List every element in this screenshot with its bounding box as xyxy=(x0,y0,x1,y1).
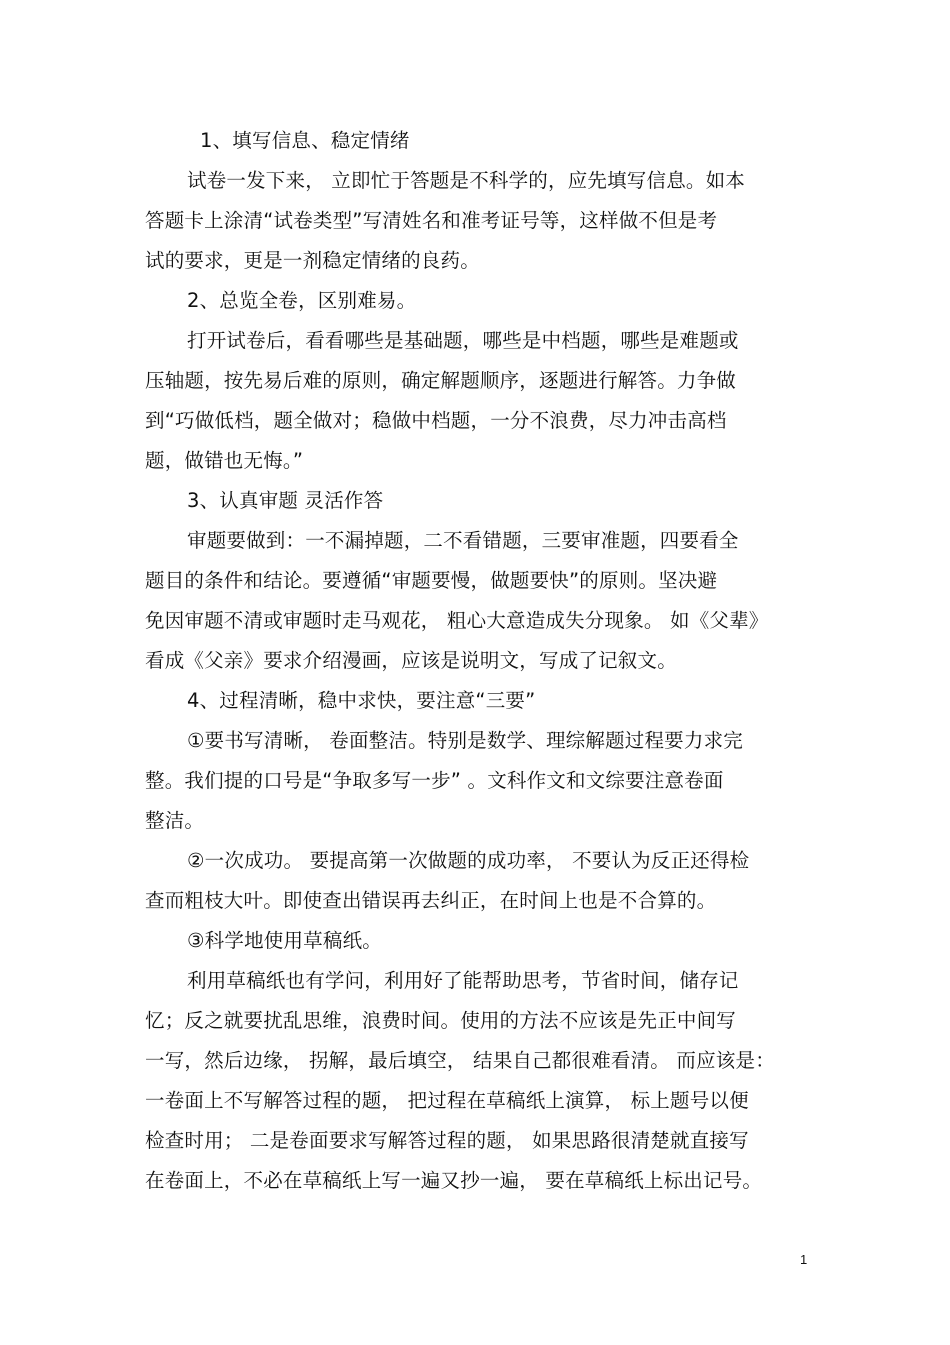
heading-clear-process: 4、过程清晰，稳中求快，要注意“三要” xyxy=(187,689,536,712)
paragraph-line: 一写，然后边缘， 拐解，最后填空， 结果自己都很难看清。 而应该是： xyxy=(145,1049,775,1072)
paragraph-line: 答题卡上涂清“试卷类型”写清姓名和准考证号等，这样做不但是考 xyxy=(145,209,718,232)
heading-scratch-paper: ③科学地使用草稿纸。 xyxy=(187,929,382,952)
paragraph-line: 一卷面上不写解答过程的题， 把过程在草稿纸上演算， 标上题号以便 xyxy=(145,1089,749,1112)
paragraph-line: ①要书写清晰， 卷面整洁。特别是数学、理综解题过程要力求完 xyxy=(187,729,743,752)
paragraph-line: 审题要做到：一不漏掉题，二不看错题，三要审准题，四要看全 xyxy=(187,529,739,552)
paragraph-line: 查而粗枝大叶。即使查出错误再去纠正，在时间上也是不合算的。 xyxy=(145,889,717,912)
paragraph-line: 免因审题不清或审题时走马观花， 粗心大意造成失分现象。 如《父辈》 xyxy=(145,609,769,632)
paragraph-line: ②一次成功。 要提高第一次做题的成功率， 不要认为反正还得检 xyxy=(187,849,750,872)
paragraph-line: 检查时用； 二是卷面要求写解答过程的题， 如果思路很清楚就直接写 xyxy=(145,1129,749,1152)
paragraph-line: 题，做错也无悔。” xyxy=(145,449,304,472)
paragraph-line: 整洁。 xyxy=(145,809,205,832)
paragraph-line: 利用草稿纸也有学问，利用好了能帮助思考，节省时间，储存记 xyxy=(187,969,739,992)
paragraph-line: 忆；反之就要扰乱思维，浪费时间。使用的方法不应该是先正中间写 xyxy=(145,1009,737,1032)
paragraph-line: 题目的条件和结论。要遵循“审题要慢，做题要快”的原则。坚决避 xyxy=(145,569,718,592)
heading-fill-info: 1、填写信息、稳定情绪 xyxy=(200,129,410,152)
paragraph-line: 压轴题，按先易后难的原则，确定解题顺序，逐题进行解答。力争做 xyxy=(145,369,737,392)
paragraph-line: 试的要求，更是一剂稳定情绪的良药。 xyxy=(145,249,480,272)
paragraph-line: 在卷面上，不必在草稿纸上写一遍又抄一遍， 要在草稿纸上标出记号。 xyxy=(145,1169,763,1192)
heading-overview: 2、总览全卷，区别难易。 xyxy=(187,289,417,312)
page-number: 1 xyxy=(800,1252,808,1267)
paragraph-line: 到“巧做低档，题全做对；稳做中档题，一分不浪费，尽力冲击高档 xyxy=(145,409,727,432)
paragraph-line: 打开试卷后，看看哪些是基础题，哪些是中档题，哪些是难题或 xyxy=(187,329,739,352)
paragraph-line: 看成《父亲》要求介绍漫画，应该是说明文，写成了记叙文。 xyxy=(145,649,677,672)
paragraph-line: 试卷一发下来， 立即忙于答题是不科学的，应先填写信息。如本 xyxy=(187,169,745,192)
heading-careful-reading: 3、认真审题 灵活作答 xyxy=(187,489,384,512)
paragraph-line: 整。我们提的口号是“争取多写一步” 。文科作文和文综要注意卷面 xyxy=(145,769,724,792)
